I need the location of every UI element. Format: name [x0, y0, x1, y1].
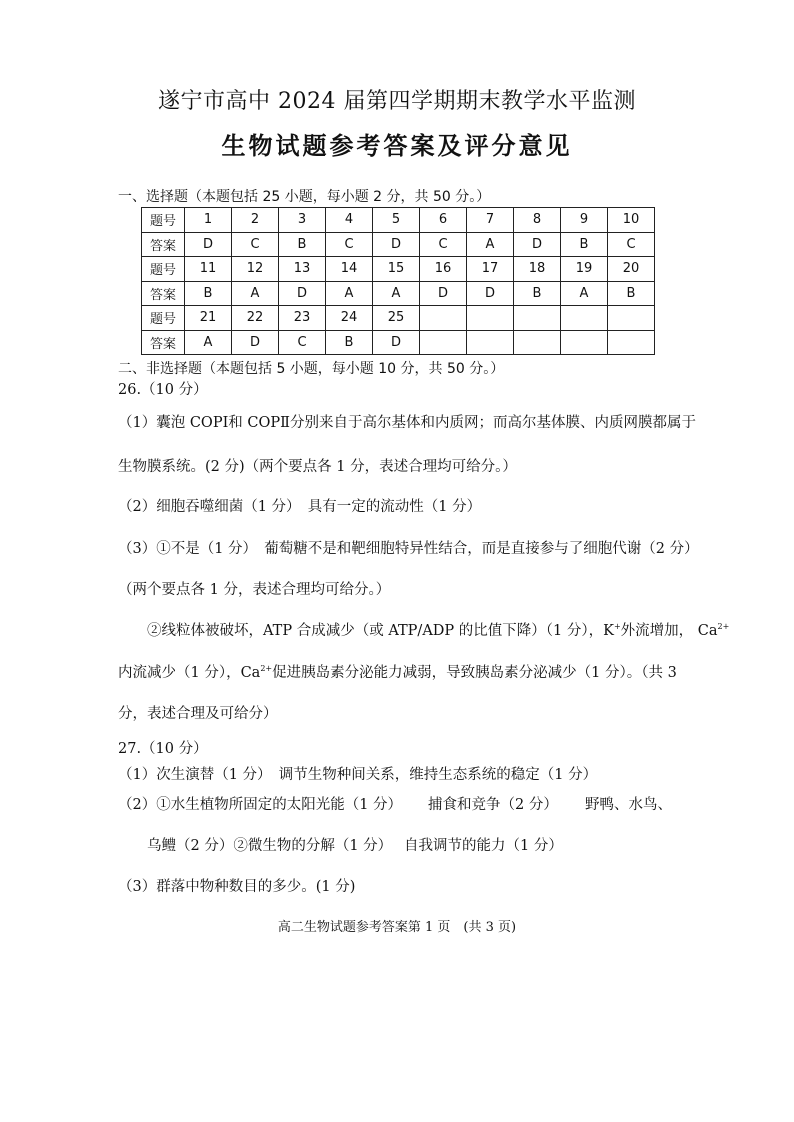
question-number-row: [142, 208, 655, 233]
answer-cell: A: [185, 330, 232, 355]
question-number-cell: [514, 306, 561, 331]
question-number-row: [142, 306, 655, 331]
question-number-cell: 1: [185, 208, 232, 233]
answer-cell: B: [185, 281, 232, 306]
q26-line-6: [147, 619, 729, 640]
answer-table: [141, 207, 655, 355]
row-label-answer: 答案: [142, 330, 185, 355]
q27-line-4: （3）群落中物种数目的多少。(1 分): [118, 879, 356, 895]
q27-line-3a: 乌鳢（2 分）②微生物的分解（1 分）: [147, 838, 393, 854]
q26-heading: 26.（10 分）: [118, 382, 208, 398]
question-number-cell: 13: [279, 257, 326, 282]
question-number-cell: 21: [185, 306, 232, 331]
answer-cell: C: [608, 232, 655, 257]
question-number-cell: 8: [514, 208, 561, 233]
question-number-cell: 3: [279, 208, 326, 233]
answer-cell: A: [326, 281, 373, 306]
row-label-answer: 答案: [142, 281, 185, 306]
q26-line-7-b: 促进胰岛素分泌能力减弱，导致胰岛素分泌减少（1 分）。（共 3: [272, 665, 677, 681]
row-label-question: 题号: [142, 257, 185, 282]
answer-cell: A: [373, 281, 420, 306]
answer-cell: D: [514, 232, 561, 257]
question-number-cell: 5: [373, 208, 420, 233]
calcium-charge: 2+: [717, 622, 730, 632]
answer-cell: D: [373, 330, 420, 355]
q26-line-6-a: ②线粒体被破坏，ATP 合成减少（或 ATP/ADP 的比值下降）（1 分），K: [147, 623, 614, 639]
answer-cell: D: [467, 281, 514, 306]
question-number-cell: 6: [420, 208, 467, 233]
answer-cell: C: [279, 330, 326, 355]
answer-cell: B: [279, 232, 326, 257]
answer-cell: A: [467, 232, 514, 257]
page-footer: 高二生物试题参考答案第 1 页 (共 3 页): [277, 920, 517, 935]
q26-line-1: （1）囊泡 COPⅠ和 COPⅡ分别来自于高尔基体和内质网；而高尔基体膜、内质网膜都属于: [118, 415, 697, 431]
question-number-cell: [561, 306, 608, 331]
question-number-cell: 14: [326, 257, 373, 282]
question-number-cell: [420, 306, 467, 331]
question-number-cell: 25: [373, 306, 420, 331]
question-number-cell: 22: [232, 306, 279, 331]
answer-row: [142, 330, 655, 355]
answer-cell: D: [185, 232, 232, 257]
q27-line-2b: 捕食和竞争（2 分）: [428, 797, 558, 813]
q26-line-4: （3）①不是（1 分） 葡萄糖不是和靶细胞特异性结合，而是直接参与了细胞代谢（2 分）: [118, 541, 699, 557]
question-number-cell: 24: [326, 306, 373, 331]
answer-cell: D: [232, 330, 279, 355]
answer-cell: [420, 330, 467, 355]
answer-cell: A: [232, 281, 279, 306]
answer-row: [142, 232, 655, 257]
q26-line-8: 分，表述合理及可给分）: [118, 706, 278, 722]
row-label-question: 题号: [142, 306, 185, 331]
answer-cell: B: [326, 330, 373, 355]
answer-cell: [467, 330, 514, 355]
answer-row: [142, 281, 655, 306]
calcium-charge-2: 2+: [260, 664, 273, 674]
question-number-cell: 19: [561, 257, 608, 282]
row-label-answer: 答案: [142, 232, 185, 257]
question-number-cell: 17: [467, 257, 514, 282]
page-subtitle: 生物试题参考答案及评分意见: [221, 131, 573, 160]
q26-line-3: （2）细胞吞噬细菌（1 分） 具有一定的流动性（1 分）: [118, 499, 482, 515]
q26-line-7: [118, 661, 677, 682]
q26-line-6-b: 外流增加， Ca: [620, 623, 718, 639]
q27-line-2a: （2）①水生植物所固定的太阳光能（1 分）: [118, 797, 403, 813]
question-number-cell: 7: [467, 208, 514, 233]
question-number-cell: 20: [608, 257, 655, 282]
question-number-cell: 12: [232, 257, 279, 282]
section-2-heading: 二、非选择题（本题包括 5 小题，每小题 10 分，共 50 分。）: [118, 361, 505, 377]
answer-cell: C: [420, 232, 467, 257]
question-number-cell: 15: [373, 257, 420, 282]
section-1-heading: 一、选择题（本题包括 25 小题，每小题 2 分，共 50 分。）: [118, 189, 491, 205]
question-number-cell: 16: [420, 257, 467, 282]
q27-line-3b: 自我调节的能力（1 分）: [404, 838, 563, 854]
answer-cell: D: [373, 232, 420, 257]
q27-line-1: （1）次生演替（1 分） 调节生物种间关系，维持生态系统的稳定（1 分）: [118, 767, 598, 783]
answer-cell: C: [232, 232, 279, 257]
answer-cell: [561, 330, 608, 355]
q26-line-5: （两个要点各 1 分，表述合理均可给分。）: [118, 582, 391, 598]
answer-cell: C: [326, 232, 373, 257]
row-label-question: 题号: [142, 208, 185, 233]
question-number-cell: 11: [185, 257, 232, 282]
q27-heading: 27.（10 分）: [118, 741, 208, 757]
question-number-cell: 4: [326, 208, 373, 233]
q26-line-7-a: 内流减少（1 分），Ca: [118, 665, 261, 681]
question-number-cell: [608, 306, 655, 331]
question-number-cell: 10: [608, 208, 655, 233]
answer-cell: B: [514, 281, 561, 306]
question-number-row: [142, 257, 655, 282]
answer-cell: A: [561, 281, 608, 306]
q27-line-2c: 野鸭、水鸟、: [585, 797, 672, 813]
potassium-charge: +: [613, 622, 621, 632]
answer-cell: B: [561, 232, 608, 257]
q26-line-2: 生物膜系统。(2 分)（两个要点各 1 分，表述合理均可给分。）: [118, 459, 517, 475]
question-number-cell: [467, 306, 514, 331]
answer-cell: B: [608, 281, 655, 306]
answer-cell: [608, 330, 655, 355]
answer-cell: D: [279, 281, 326, 306]
question-number-cell: 23: [279, 306, 326, 331]
question-number-cell: 2: [232, 208, 279, 233]
question-number-cell: 9: [561, 208, 608, 233]
question-number-cell: 18: [514, 257, 561, 282]
answer-cell: D: [420, 281, 467, 306]
answer-cell: [514, 330, 561, 355]
page-title: 遂宁市高中 2024 届第四学期期末教学水平监测: [158, 89, 636, 114]
